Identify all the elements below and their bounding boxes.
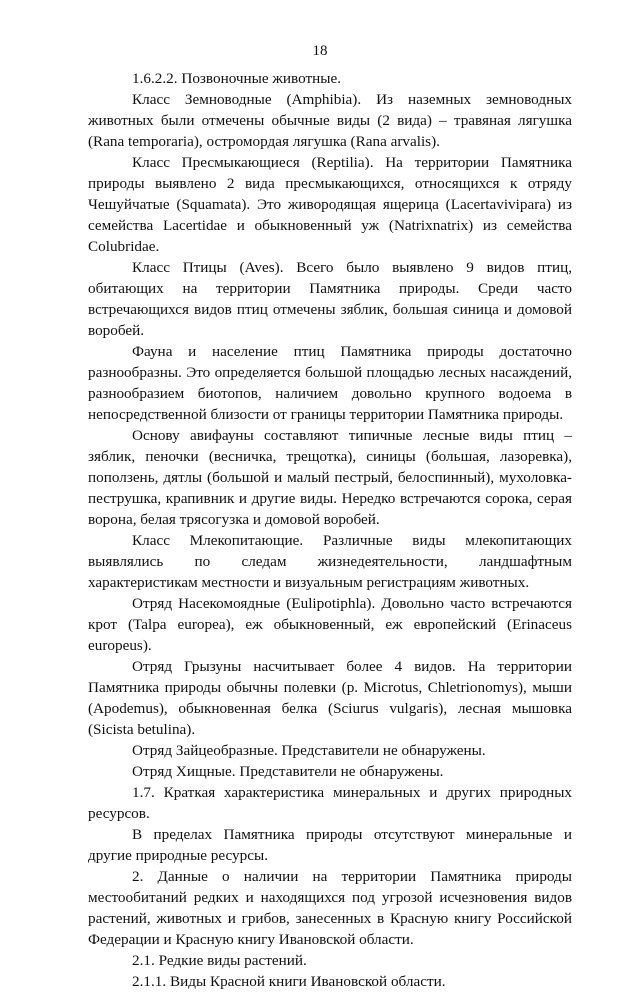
document-body: [88, 68, 572, 992]
paragraph-lagomorpha: Отряд Зайцеобразные. Представители не обнаружены.: [132, 742, 486, 759]
paragraph-avifauna: Основу авифауны составляют типичные лесные виды птиц – зяблик, пеночки (весничка, трещотка), синицы (большая, лазоревка), поползень, дятлы (большой и малый пестрый, белоспинный), мухоловка-пеструшка, крапивник и другие виды. Нередко встречаются сорока, серая ворона, белая трясогузка и домовой воробей.: [88, 427, 572, 528]
section-heading-red-book: 2. Данные о наличии на территории Памятника природы местообитаний редких и находящихся под угрозой исчезновения видов растений, животных и грибов, занесенных в Красную книгу Российской Федерации и Красную книгу Ивановской области.: [88, 868, 572, 948]
paragraph-carnivora: Отряд Хищные. Представители не обнаружены.: [132, 763, 444, 780]
paragraph-resources: В пределах Памятника природы отсутствуют минеральные и другие природные ресурсы.: [88, 826, 572, 864]
paragraph-mammalia: Класс Млекопитающие. Различные виды млекопитающих выявлялись по следам жизнедеятельности, ландшафтным характеристикам местности и визуальным регистрациям животных.: [88, 532, 572, 591]
paragraph-bird-fauna: Фауна и население птиц Памятника природы достаточно разнообразны. Это определяется большой площадью лесных насаждений, разнообразием биотопов, наличием довольно крупного водоема в непосредственной близости от границы территории Памятника природы.: [88, 343, 572, 423]
paragraph-aves: Класс Птицы (Aves). Всего было выявлено 9 видов птиц, обитающих на территории Памятника природы. Среди часто встречающихся видов птиц отмечены зяблик, большая синица и домовой воробей.: [88, 259, 572, 339]
section-heading-vertebrates: 1.6.2.2. Позвоночные животные.: [132, 70, 342, 87]
paragraph-reptilia: Класс Пресмыкающиеся (Reptilia). На территории Памятника природы выявлено 2 вида пресмыкающихся, относящихся к отряду Чешуйчатые (Squamata). Это живородящая ящерица (Lacertavivipara) из семейства Lacertidae и обыкновенный уж (Natrixnatrix) из семейства Colubridae.: [88, 154, 572, 255]
page-number: 18: [312, 43, 328, 59]
section-heading-rare-plants: 2.1. Редкие виды растений.: [132, 952, 307, 969]
paragraph-amphibia: Класс Земноводные (Amphibia). Из наземных земноводных животных были отмечены обычные виды (2 вида) – травяная лягушка (Rana temporaria), остромордая лягушка (Rana arvalis).: [88, 91, 572, 150]
section-heading-resources: 1.7. Краткая характеристика минеральных и других природных ресурсов.: [88, 784, 572, 822]
section-heading-regional-red-book: 2.1.1. Виды Красной книги Ивановской области.: [132, 973, 446, 990]
paragraph-rodentia: Отряд Грызуны насчитывает более 4 видов. На территории Памятника природы обычны полевки (р. Microtus, Chletrionomys), мыши (Apodemus), обыкновенная белка (Sciurus vulgaris), лесная мышовка (Sicista betulina).: [88, 658, 572, 738]
paragraph-insectivora: Отряд Насекомоядные (Eulipotiphla). Довольно часто встречаются крот (Talpa europea), еж обыкновенный, еж европейский (Erinaceus europeus).: [88, 595, 572, 654]
